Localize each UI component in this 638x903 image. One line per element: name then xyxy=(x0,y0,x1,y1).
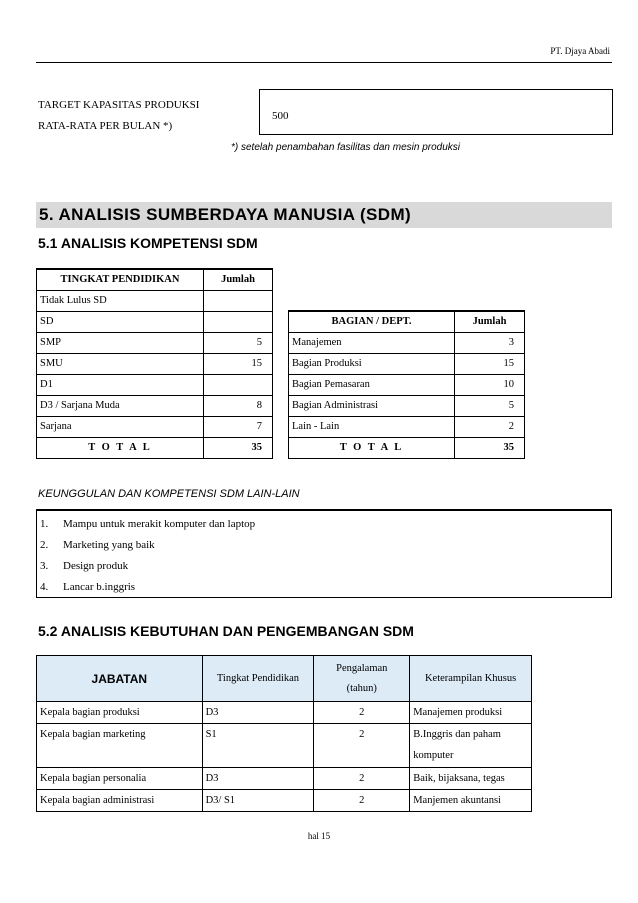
table-row xyxy=(37,396,273,417)
list-item-number: 4. xyxy=(40,581,49,593)
department-count: 15 xyxy=(455,354,525,375)
job-skills: B.Inggris dan paham komputer xyxy=(410,724,532,768)
job-education: D3 xyxy=(202,702,314,724)
department-count: 10 xyxy=(455,375,525,396)
section-5-heading: 5. ANALISIS SUMBERDAYA MANUSIA (SDM) xyxy=(36,202,612,228)
list-item-number: 3. xyxy=(40,560,49,572)
table-row xyxy=(37,417,273,438)
table-row xyxy=(37,354,273,375)
education-count xyxy=(204,375,273,396)
job-experience: 2 xyxy=(314,790,410,812)
section-5-2-heading: 5.2 ANALISIS KEBUTUHAN DAN PENGEMBANGAN SDM xyxy=(38,623,414,639)
list-item xyxy=(37,556,611,577)
department-header-dept: BAGIAN / DEPT. xyxy=(289,311,455,333)
job-skills: Manajemen produksi xyxy=(410,702,532,724)
department-count: 5 xyxy=(455,396,525,417)
table-row xyxy=(289,333,525,354)
table-row xyxy=(37,702,532,724)
education-total-label: T O T A L xyxy=(37,438,204,459)
list-item-number: 1. xyxy=(40,518,49,530)
job-skills: Manjemen akuntansi xyxy=(410,790,532,812)
job-header-position: JABATAN xyxy=(37,656,203,702)
list-item xyxy=(37,514,611,535)
job-header-experience xyxy=(314,656,410,702)
department-table xyxy=(288,310,525,459)
department-name: Bagian Pemasaran xyxy=(289,375,455,396)
table-row xyxy=(37,291,273,312)
education-level: Sarjana xyxy=(37,417,204,438)
advantages-heading: KEUNGGULAN DAN KOMPETENSI SDM LAIN-LAIN xyxy=(38,488,300,500)
job-experience: 2 xyxy=(314,768,410,790)
job-header-experience-line-1: Pengalaman xyxy=(336,662,388,674)
table-row xyxy=(289,417,525,438)
job-education: S1 xyxy=(202,724,314,768)
target-capacity-value: 500 xyxy=(272,110,289,122)
job-requirements-table xyxy=(36,655,532,812)
target-capacity-value-box xyxy=(259,89,613,135)
education-level: D3 / Sarjana Muda xyxy=(37,396,204,417)
department-total-value: 35 xyxy=(455,438,525,459)
table-row xyxy=(37,312,273,333)
job-position: Kepala bagian personalia xyxy=(37,768,203,790)
education-level: SMU xyxy=(37,354,204,375)
table-row xyxy=(289,396,525,417)
target-capacity-note: *) setelah penambahan fasilitas dan mesin produksi xyxy=(231,142,461,153)
section-5-1-heading: 5.1 ANALISIS KOMPETENSI SDM xyxy=(38,235,258,251)
target-label-line-1: TARGET KAPASITAS PRODUKSI xyxy=(38,99,200,111)
target-label-line-2: RATA-RATA PER BULAN *) xyxy=(38,120,173,132)
list-item xyxy=(37,577,611,598)
education-level: SMP xyxy=(37,333,204,354)
education-level: SD xyxy=(37,312,204,333)
department-total-label: T O T A L xyxy=(289,438,455,459)
table-row xyxy=(37,768,532,790)
table-row xyxy=(37,333,273,354)
job-position: Kepala bagian produksi xyxy=(37,702,203,724)
education-count: 5 xyxy=(204,333,273,354)
department-name: Bagian Produksi xyxy=(289,354,455,375)
header-divider xyxy=(36,62,612,63)
education-table-header xyxy=(37,269,273,291)
company-name: PT. Djaya Abadi xyxy=(550,46,610,56)
education-header-count: Jumlah xyxy=(204,269,273,291)
list-item-text: Lancar b.inggris xyxy=(63,581,136,593)
job-header-skills: Keterampilan Khusus xyxy=(410,656,532,702)
table-row xyxy=(37,790,532,812)
list-item xyxy=(37,535,611,556)
education-header-level: TINGKAT PENDIDIKAN xyxy=(37,269,204,291)
page-number: hal 15 xyxy=(307,831,331,841)
table-row xyxy=(289,354,525,375)
job-experience: 2 xyxy=(314,724,410,768)
job-position: Kepala bagian marketing xyxy=(37,724,203,768)
job-education: D3 xyxy=(202,768,314,790)
job-table-header xyxy=(37,656,532,702)
education-total-row xyxy=(37,438,273,459)
education-count: 7 xyxy=(204,417,273,438)
department-header-count: Jumlah xyxy=(455,311,525,333)
list-item-number: 2. xyxy=(40,539,49,551)
advantages-list xyxy=(36,509,612,598)
education-total-value: 35 xyxy=(204,438,273,459)
list-item-text: Marketing yang baik xyxy=(63,539,155,551)
education-count xyxy=(204,291,273,312)
job-header-experience-line-2: (tahun) xyxy=(346,682,377,694)
table-row xyxy=(289,375,525,396)
education-level-table xyxy=(36,268,273,459)
job-skills: Baik, bijaksana, tegas xyxy=(410,768,532,790)
table-row xyxy=(37,724,532,768)
list-item-text: Design produk xyxy=(63,560,129,572)
education-count: 15 xyxy=(204,354,273,375)
department-name: Lain - Lain xyxy=(289,417,455,438)
education-level: D1 xyxy=(37,375,204,396)
department-count: 2 xyxy=(455,417,525,438)
department-total-row xyxy=(289,438,525,459)
department-name: Bagian Administrasi xyxy=(289,396,455,417)
department-name: Manajemen xyxy=(289,333,455,354)
target-capacity-label xyxy=(38,95,199,137)
education-level: Tidak Lulus SD xyxy=(37,291,204,312)
education-count xyxy=(204,312,273,333)
table-row xyxy=(37,375,273,396)
department-table-header xyxy=(289,311,525,333)
job-header-education: Tingkat Pendidikan xyxy=(202,656,314,702)
department-count: 3 xyxy=(455,333,525,354)
list-item-text: Mampu untuk merakit komputer dan laptop xyxy=(63,518,256,530)
job-position: Kepala bagian administrasi xyxy=(37,790,203,812)
job-experience: 2 xyxy=(314,702,410,724)
job-education: D3/ S1 xyxy=(202,790,314,812)
education-count: 8 xyxy=(204,396,273,417)
